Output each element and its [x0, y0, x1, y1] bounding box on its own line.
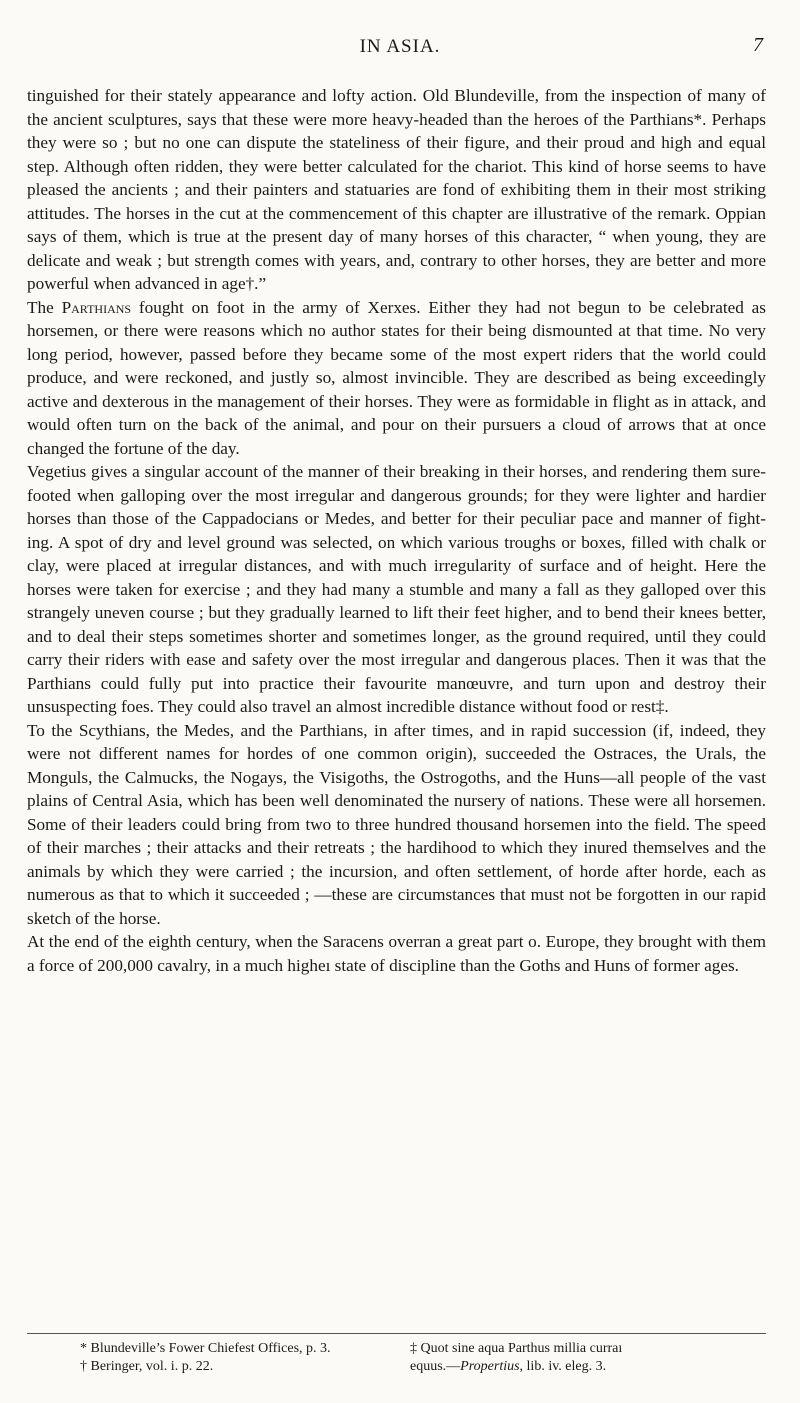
running-title: IN ASIA. [359, 36, 441, 57]
text-run: At the end of the eighth century, when the Saracens overran a great part o. Europe, they brought with them a force of 200,000 cavalry, in a much higheı state of discipline than the Goths and Huns of former ages. [27, 932, 766, 975]
footnote: * Blundeville’s Fower Chiefest Offices, p. 3. [80, 1341, 331, 1356]
paragraph [27, 84, 766, 296]
body-text [27, 84, 766, 977]
paragraph [27, 930, 766, 977]
footnote: † Beringer, vol. i. p. 22. [80, 1359, 214, 1374]
text-run: To the Scythians, the Medes, and the Parthians, in after times, and in rapid succession (if, indeed, they were not different names for hordes of one common origin), succeeded the Ostraces, the Urals, the Monguls, the Calmucks, the Nogays, the Visigoths, the Ostrogoths, and the Huns—all people of the vast plains of Central Asia, which has been well denominated the nursery of nations. These were all horsemen. Some of their leaders could bring from two to three hundred thousand horsemen into the field. The speed of their marches ; their attacks and their retreats ; the hardihood to which they inured themselves and the animals by which they were carried ; the incursion, and often settlement, of horde after horde, each as numerous as that to which it succeeded ; —these are circumstances that must not be forgotten in our rapid sketch of the horse. [27, 720, 766, 928]
footnotes-left-column [80, 1340, 400, 1376]
text-run: Vegetius gives a singular account of the manner of their breaking in their horses, and rendering them sure-footed when galloping over the most irregular and dangerous grounds; for they were lighter and hardier horses than those of the Cappadocians or Medes, and better for their peculiar pace and manner of fight- ing. A spot of dry and level ground was selected, on which various troughs or boxes, filled with chalk or clay, were placed at irregular distances, and with much irregularity of surface and of height. Here the horses were taken for exercise ; and they had many a stumble and many a fall as they galloped over this strangely uneven course ; but they gradually learned to lift their feet higher, and to bend their knees better, and to deal their steps sometimes shorter and sometimes longer, as the ground required, until they could carry their riders with ease and safety over the most irregular and dangerous places. Then it was that the Parthians could fully put into practice their favourite manœuvre, and turn upon and destroy their unsuspecting foes. They could also travel an almost incredible distance without food or rest‡. [27, 462, 766, 716]
text-run: tinguished for their stately appearance and lofty action. Old Blundeville, from the inspection of many of the ancient sculptures, says that these were more heavy-headed than the heroes of the Parthians*. Perhaps they were so ; but no one can dispute the stateliness of their figure, and their proud and high and equal step. Although often ridden, they were better calculated for the chariot. This kind of horse seems to have pleased the ancients ; and their painters and statuaries are fond of exhibiting them in their most striking attitudes. The horses in the cut at the commencement of this chapter are illustrative of the remark. Oppian says of them, which is true at the present day of many horses of this character, “ when young, they are delicate and weak ; but strength comes with years, and, contrary to other horses, they are better and more powerful when advanced in age†.” [27, 86, 766, 293]
text-run: The [27, 297, 62, 317]
paragraph [27, 460, 766, 719]
paragraph [27, 296, 766, 461]
text-run: fought on foot in the army of Xerxes. Either they had not begun to be celebrated as horsemen, or there were reasons which no author states for their being dismounted at that time. No very long period, however, passed before they became some of the most expert riders that the world could produce, and were reckoned, and justly so, almost invincible. They are described as being exceedingly active and dexterous in the management of their horses. They were as formidable in flight as in attack, and would often turn on the back of the animal, and pour on their pursuers a cloud of arrows that at once changed the fortune of the day. [27, 297, 766, 458]
small-caps-text: Parthians [61, 297, 132, 317]
footnote-continuation: equus.—Propertius, lib. iv. eleg. 3. [410, 1359, 607, 1374]
page-number: 7 [753, 34, 763, 56]
footnote-rule [27, 1333, 766, 1334]
paragraph [27, 719, 766, 931]
running-header [27, 36, 773, 62]
footnotes-right-column [410, 1340, 790, 1376]
footnote: ‡ Quot sine aqua Parthus millia curraı [410, 1341, 623, 1356]
